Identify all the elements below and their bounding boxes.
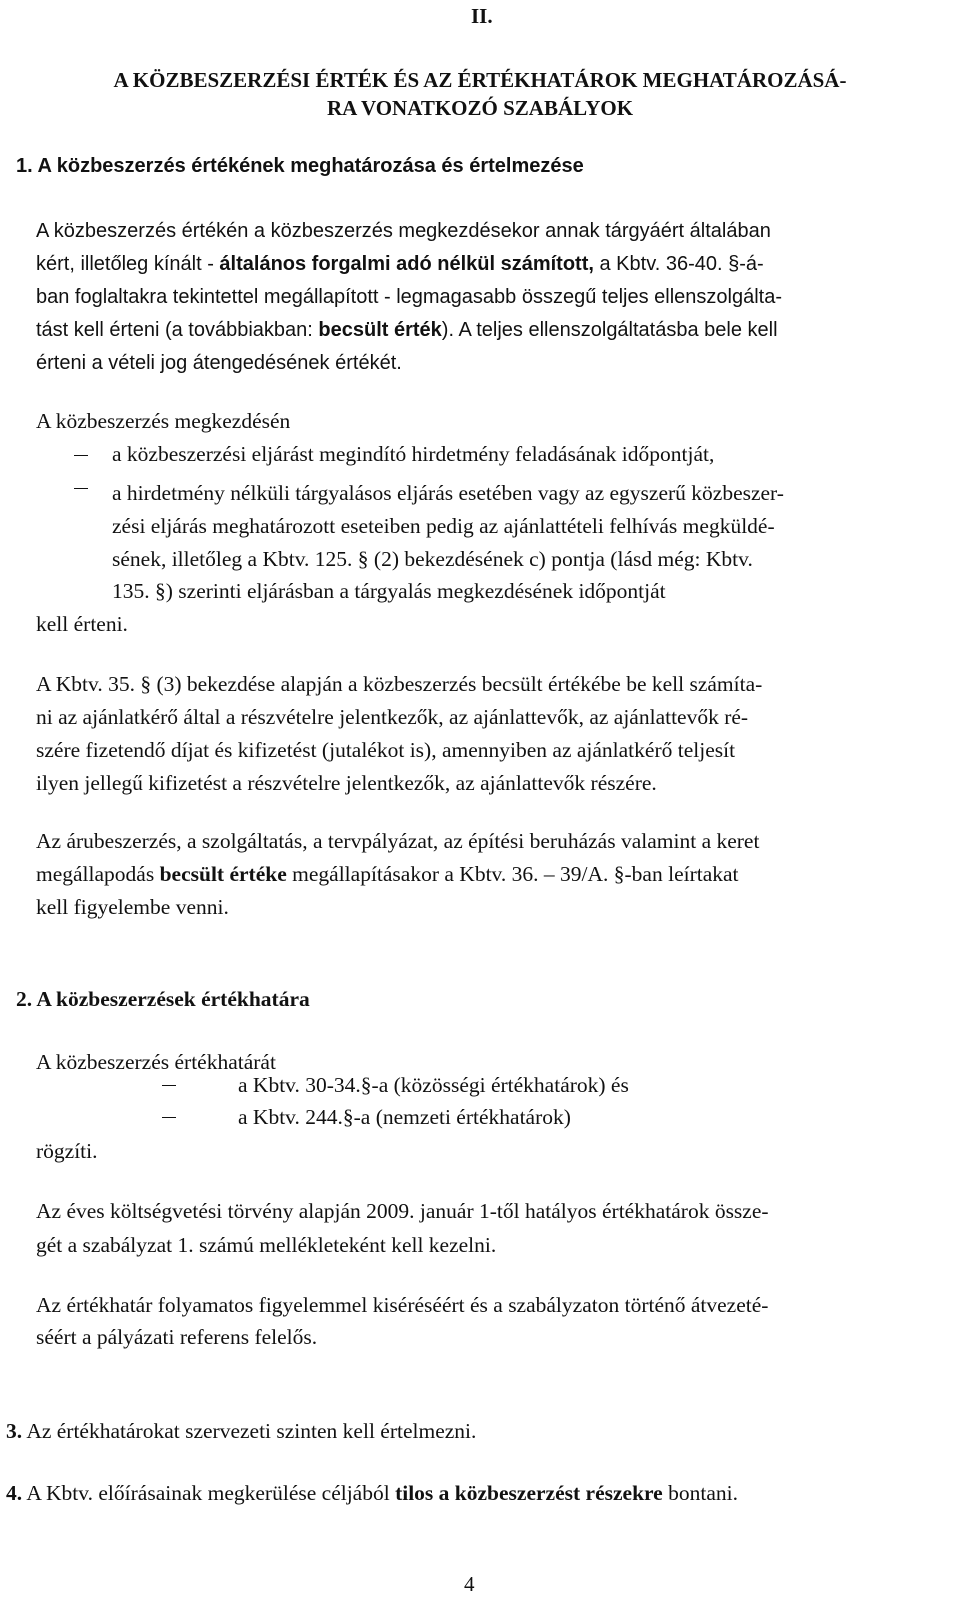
s1-p3-line-3: szére fizetendő díjat és kifizetést (jutalékot is), amennyiben az ajánlatkérő teljesít [36, 738, 736, 762]
s2-outro: rögzíti. [36, 1139, 98, 1163]
dash-bullet-4 [162, 1117, 176, 1118]
s1-p1-line-1: A közbeszerzés értékén a közbeszerzés megkezdésekor annak tárgyáért általában [36, 220, 771, 242]
s1-p4-line-1: Az árubeszerzés, a szolgáltatás, a tervpályázat, az építési beruházás valamint a keret [36, 829, 760, 853]
s2-p2-line-1: Az éves költségvetési törvény alapján 2009. január 1-től hatályos értékhatárok össze- [36, 1199, 769, 1223]
s1-p2-item-1: a közbeszerzési eljárást megindító hirdetmény feladásának időpontját, [112, 442, 715, 466]
section-2-heading: 2. A közbeszerzések értékhatára [16, 987, 310, 1011]
chapter-number: II. [471, 4, 493, 28]
s1-p2-item-2-line-2: zési eljárás meghatározott eseteiben pedig az ajánlattételi felhívás megküldé- [112, 514, 775, 538]
s1-p2-intro: A közbeszerzés megkezdésén [36, 409, 291, 433]
s1-p1-line-2: kért, illetőleg kínált - általános forgalmi adó nélkül számított, a Kbtv. 36-40. §-á- [36, 253, 764, 275]
s2-intro: A közbeszerzés értékhatárát [36, 1050, 276, 1074]
s1-p2-item-2-line-1: a hirdetmény nélküli tárgyalásos eljárás esetében vagy az egyszerű közbeszer- [112, 481, 784, 505]
s2-p3-line-1: Az értékhatár folyamatos figyelemmel kiséréséért és a szabályzaton történő átvezeté- [36, 1293, 769, 1317]
s1-p2-item-2-line-4: 135. §) szerinti eljárásban a tárgyalás megkezdésének időpontját [112, 579, 666, 603]
s1-p1-line-4: tást kell érteni (a továbbiakban: becsült érték). A teljes ellenszolgáltatásba bele kell [36, 319, 778, 341]
title-line-1: A KÖZBESZERZÉSI ÉRTÉK ÉS AZ ÉRTÉKHATÁROK MEGHATÁROZÁSÁ- [113, 68, 847, 92]
dash-bullet-1 [74, 455, 88, 456]
section-3: 3. Az értékhatárokat szervezeti szinten kell értelmezni. [6, 1419, 477, 1443]
s1-p1-line-5: érteni a vételi jog átengedésének értékét. [36, 352, 402, 374]
s2-p3-line-2: séért a pályázati referens felelős. [36, 1325, 318, 1349]
section-4: 4. A Kbtv. előírásainak megkerülése céljából tilos a közbeszerzést részekre bontani. [6, 1481, 738, 1505]
dash-bullet-3 [162, 1085, 176, 1086]
s1-p3-line-4: ilyen jellegű kifizetést a részvételre jelentkezők, az ajánlattevők részére. [36, 771, 657, 795]
s2-item-1: a Kbtv. 30-34.§-a (közösségi értékhatárok) és [238, 1073, 629, 1097]
s1-p2-outro: kell érteni. [36, 612, 128, 636]
page-number: 4 [464, 1572, 475, 1596]
title-line-2: RA VONATKOZÓ SZABÁLYOK [326, 96, 634, 120]
dash-bullet-2 [74, 488, 88, 489]
s2-p2-line-2: gét a szabályzat 1. számú mellékleteként kell kezelni. [36, 1233, 497, 1257]
s1-p2-item-2-line-3: sének, illetőleg a Kbtv. 125. § (2) bekezdésének c) pontja (lásd még: Kbtv. [112, 547, 753, 571]
section-1-heading: 1. A közbeszerzés értékének meghatározása és értelmezése [16, 155, 584, 177]
s1-p1-line-3: ban foglaltakra tekintettel megállapított - legmagasabb összegű teljes ellenszolgálta- [36, 286, 782, 308]
s1-p3-line-1: A Kbtv. 35. § (3) bekezdése alapján a közbeszerzés becsült értékébe be kell számíta- [36, 672, 763, 696]
s1-p4-line-2: megállapodás becsült értéke megállapításakor a Kbtv. 36. – 39/A. §-ban leírtakat [36, 862, 739, 886]
s1-p3-line-2: ni az ajánlatkérő által a részvételre jelentkezők, az ajánlattevők, az ajánlattevők ré- [36, 705, 749, 729]
s2-item-2: a Kbtv. 244.§-a (nemzeti értékhatárok) [238, 1105, 571, 1129]
s1-p4-line-3: kell figyelembe venni. [36, 895, 229, 919]
